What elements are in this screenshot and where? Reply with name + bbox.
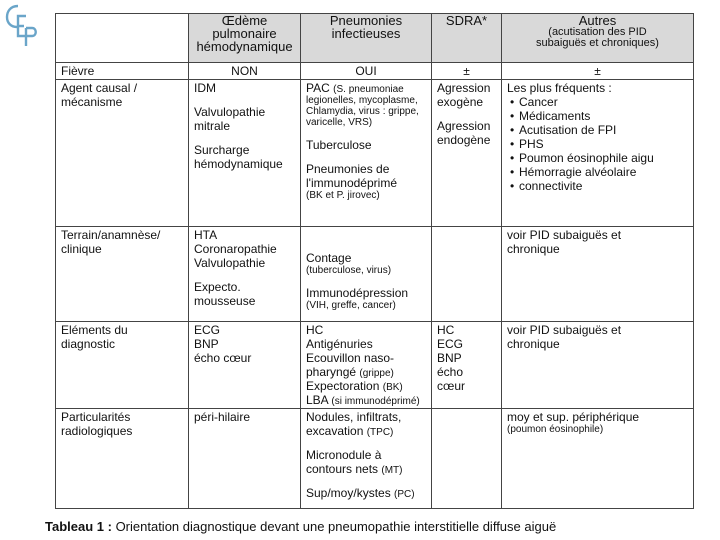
elements-ecouv-2-line [306, 365, 426, 379]
header-sdra [432, 14, 502, 63]
terrain-immuno-detail: (VIH, greffe, cancer) [306, 300, 396, 311]
radio-kystes-line [306, 486, 426, 500]
radio-autres-detail: (poumon éosinophile) [507, 424, 604, 435]
fievre-pneumonies: OUI [301, 63, 432, 80]
row-fievre [56, 63, 694, 80]
autres-item-fpi: • Acutisation de FPI [519, 123, 688, 137]
elements-lba: LBA [306, 393, 329, 407]
caption-label: Tableau 1 : [45, 519, 112, 534]
terrain-contage-detail: (tuberculose, virus) [306, 265, 392, 276]
elements-sdra-hc: HC [437, 323, 455, 337]
table-caption [45, 519, 705, 535]
agent-sdra-exogene: exogène [437, 95, 484, 109]
fievre-sdra: ± [432, 63, 502, 80]
terrain-mousseuse: mousseuse [194, 294, 256, 308]
header-pneumonies-l1: Pneumonies [329, 13, 403, 28]
terrain-autres-l1: voir PID subaiguës et [507, 228, 622, 242]
radio-autres [502, 409, 694, 509]
fievre-oedeme: NON [189, 63, 301, 80]
radio-nodules-1: Nodules, infiltrats, [306, 410, 402, 424]
elements-sdra [432, 322, 502, 409]
terrain-corona: Coronaropathie [194, 242, 277, 256]
agent-oedeme-mitrale: mitrale [194, 119, 231, 133]
row-fievre-label: Fièvre [56, 63, 189, 80]
header-pneumonies-l2: infectieuses [331, 26, 401, 41]
elements-oedeme [189, 322, 301, 409]
agent-autres [502, 80, 694, 227]
agent-pac-label: PAC [306, 81, 330, 95]
row-elements [56, 322, 694, 409]
elements-expecto: Expectoration [306, 379, 380, 393]
elements-autres-l1: voir PID subaiguës et [507, 323, 622, 337]
radio-pneumonies [301, 409, 432, 509]
elements-sdra-bnp: BNP [437, 351, 462, 365]
agent-pac-detail-1: (S. pneumoniae [333, 84, 404, 95]
agent-pneumonies [301, 80, 432, 227]
header-oedeme [189, 14, 301, 63]
row-terrain [56, 227, 694, 322]
cep-logo [4, 2, 38, 48]
elements-sdra-ecg: ECG [437, 337, 464, 351]
header-empty [56, 14, 189, 63]
agent-tuberculose: Tuberculose [306, 138, 372, 152]
row-radio [56, 409, 694, 509]
agent-pac-detail-2: legionelles, mycoplasme, [306, 95, 418, 106]
terrain-hta: HTA [194, 228, 218, 242]
header-row [56, 14, 694, 63]
terrain-label-l1: Terrain/anamnèse/ [61, 228, 161, 242]
radio-micro-1: Micronodule à [306, 448, 382, 462]
radio-micro-2: contours nets [306, 462, 379, 476]
row-elements-label [56, 322, 189, 409]
autres-item-cancer: • Cancer [519, 95, 688, 109]
header-pneumonies [301, 14, 432, 63]
header-sdra-label: SDRA* [445, 13, 488, 28]
radio-kystes-detail: (PC) [394, 489, 415, 500]
agent-pac [306, 81, 426, 95]
agent-autres-title: Les plus fréquents : [507, 81, 612, 95]
elements-autres [502, 322, 694, 409]
autres-item-eosinophile: • Poumon éosinophile aigu [519, 151, 688, 165]
radio-label-l2: radiologiques [61, 424, 133, 438]
radio-nodules-line [306, 424, 426, 438]
agent-sdra-agression-2: Agression [437, 119, 491, 133]
radio-oedeme [189, 409, 301, 509]
radio-nodules-2: excavation [306, 424, 364, 438]
elements-sdra-coeur: cœur [437, 379, 465, 393]
elements-ecg: ECG [194, 323, 221, 337]
agent-sdra-endogene: endogène [437, 133, 491, 147]
elements-bnp: BNP [194, 337, 219, 351]
radio-micro-detail: (MT) [381, 465, 403, 476]
header-autres [502, 14, 694, 63]
agent-label-l2: mécanisme [61, 95, 123, 109]
radio-autres-line: moy et sup. périphérique [507, 410, 640, 424]
elements-hc: HC [306, 323, 324, 337]
radio-kystes: Sup/moy/kystes [306, 486, 391, 500]
elements-lba-line [306, 393, 426, 407]
elements-ecouv-2: pharyngé [306, 365, 357, 379]
header-autres-l3: subaiguës et chroniques) [536, 37, 659, 49]
row-radio-label [56, 409, 189, 509]
header-autres-l1: Autres [578, 13, 617, 28]
autres-item-connectivite: • connectivite [519, 179, 688, 193]
elements-autres-l2: chronique [507, 337, 560, 351]
elements-lba-detail: (si immunodéprimé) [331, 396, 420, 407]
terrain-autres-l2: chronique [507, 242, 560, 256]
radio-micro-line [306, 462, 426, 476]
agent-oedeme-surcharge: Surcharge [194, 143, 250, 157]
terrain-pneumonies [301, 227, 432, 322]
terrain-autres [502, 227, 694, 322]
terrain-immuno: Immunodépression [306, 286, 409, 300]
radio-perihilaire: péri-hilaire [194, 410, 251, 424]
row-terrain-label [56, 227, 189, 322]
elements-label-l2: diagnostic [61, 337, 116, 351]
header-oedeme-l3: hémodynamique [196, 39, 293, 54]
agent-oedeme [189, 80, 301, 227]
agent-immuno-2: l'immunodéprimé [306, 176, 397, 190]
elements-echo: écho cœur [194, 351, 252, 365]
header-oedeme-l2: pulmonaire [212, 26, 277, 41]
radio-nodules-detail: (TPC) [366, 427, 394, 438]
agent-immuno-3: (BK et P. jirovec) [306, 190, 380, 201]
elements-sdra-echo: écho [437, 365, 464, 379]
elements-ecouv-detail: (grippe) [359, 368, 394, 379]
agent-pac-detail-4: varicelle, VRS) [306, 117, 373, 128]
radio-sdra [432, 409, 502, 509]
elements-label-l1: Eléments du [61, 323, 128, 337]
caption-text: Orientation diagnostique devant une pneumopathie interstitielle diffuse aiguë [111, 519, 557, 534]
agent-oedeme-idm: IDM [194, 81, 216, 95]
terrain-valvulo: Valvulopathie [194, 256, 266, 270]
agent-pac-detail-3: Chlamydia, virus : grippe, [306, 106, 419, 117]
agent-autres-list [507, 95, 688, 193]
agent-immuno-1: Pneumonies de [306, 162, 390, 176]
autres-item-hemorragie: • Hémorragie alvéolaire [519, 165, 688, 179]
row-agent-label [56, 80, 189, 227]
agent-sdra [432, 80, 502, 227]
elements-pneumonies [301, 322, 432, 409]
radio-label-l1: Particularités [61, 410, 131, 424]
agent-oedeme-hemo: hémodynamique [194, 157, 283, 171]
agent-oedeme-valvulo: Valvulopathie [194, 105, 266, 119]
agent-sdra-agression-1: Agression [437, 81, 491, 95]
autres-item-medicaments: • Médicaments [519, 109, 688, 123]
terrain-sdra [432, 227, 502, 322]
header-autres-l2: (acutisation des PID [548, 26, 647, 38]
header-oedeme-l1: Œdème [221, 13, 268, 28]
autres-item-phs: • PHS [519, 137, 688, 151]
elements-antigen: Antigénuries [306, 337, 373, 351]
elements-expecto-detail: (BK) [382, 382, 403, 393]
terrain-contage: Contage [306, 251, 352, 265]
terrain-expecto: Expecto. [194, 280, 241, 294]
terrain-label-l2: clinique [61, 242, 102, 256]
fievre-autres: ± [502, 63, 694, 80]
elements-ecouv-1: Ecouvillon naso- [306, 351, 395, 365]
agent-label-l1: Agent causal / [61, 81, 138, 95]
diagnostic-table [55, 13, 694, 509]
row-agent [56, 80, 694, 227]
elements-expecto-line [306, 379, 426, 393]
terrain-oedeme [189, 227, 301, 322]
